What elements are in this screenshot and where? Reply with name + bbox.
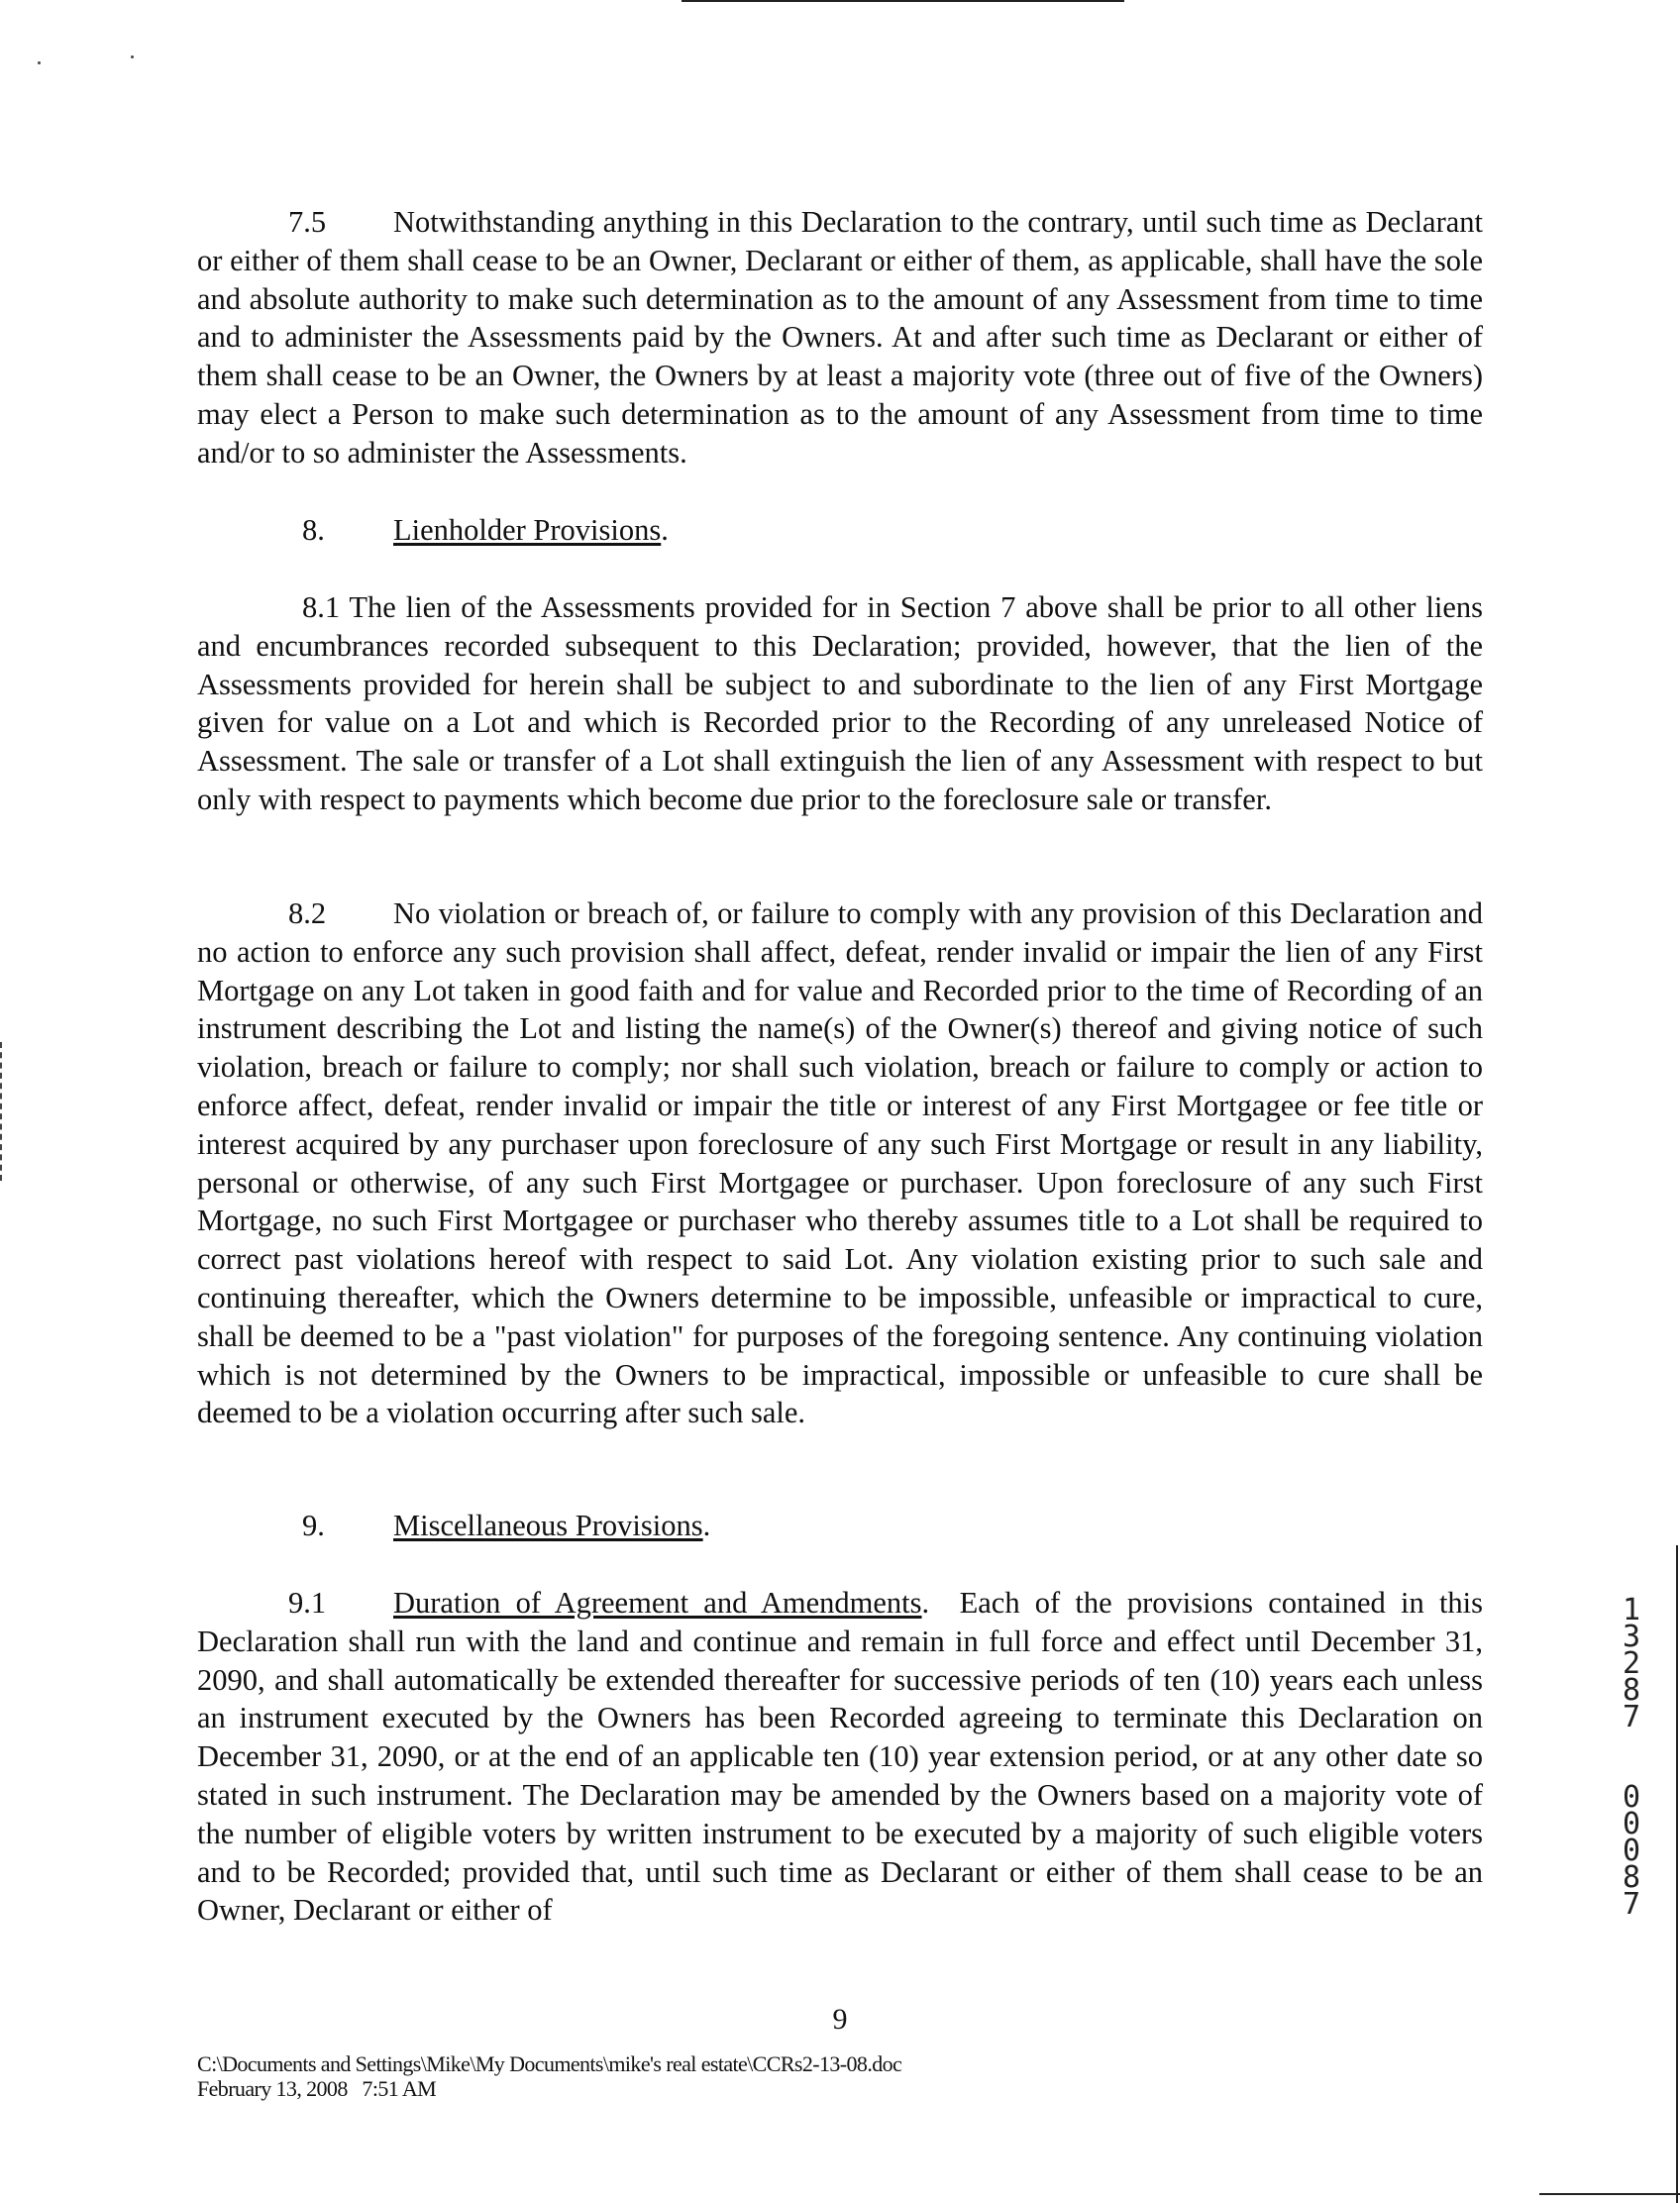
subsection-title: Duration of Agreement and Amendments [393, 1586, 922, 1620]
recording-stamp [1617, 1593, 1646, 1922]
top-rule [682, 0, 1124, 2]
paragraph-text: The lien of the Assessments provided for in Section 7 above shall be prior to all other liens and encumbrances recorded subsequent to this Declaration; provided, however, that the lien of the Assessments provided for herein shall be subject to and subordinate to the lien of any First Mortgage given for value on a Lot and which is Recorded prior to the Recording of any unreleased Notice of Assessment. The sale or transfer of a Lot shall extinguish the lien of any Assessment with respect to but only with respect to payments which become due prior to the foreclosure sale or transfer. [197, 590, 1483, 816]
section-number: 8.2 [288, 896, 327, 930]
heading-8 [302, 511, 669, 550]
paragraph-text: Notwithstanding anything in this Declaration to the contrary, until such time as Declarant or either of them shall cease to be an Owner, Declarant or either of them, as applicable, shall have the sole and absolute authority to make such determination as to the amount of any Assessment from time to time and to administer the Assessments paid by the Owners. At and after such time as Declarant or either of them shall cease to be an Owner, the Owners by at least a majority vote (three out of five of the Owners) may elect a Person to make such determination as to the amount of any Assessment from time to time and/or to so administer the Assessments. [197, 205, 1483, 470]
right-border [1676, 1545, 1678, 2203]
paragraph-9-1 [197, 1584, 1483, 1930]
heading-title: Miscellaneous Provisions [393, 1509, 703, 1542]
stamp-digit: 0 [1622, 1780, 1641, 1815]
section-number: 8.1 [302, 590, 341, 624]
paragraph-text: No violation or breach of, or failure to comply with any provision of this Declaration and no action to enforce any such provision shall affect, defeat, render invalid or impair the lien of any First Mortgage on any Lot taken in good faith and for value and Recorded prior to the time of Recording of an instrument describing the Lot and listing the name(s) of the Owner(s) thereof and giving notice of such violation, breach or failure to comply; nor shall such violation, breach or failure to comply or action to enforce affect, defeat, render invalid or impair the title or interest of any First Mortgagee or fee title or interest acquired by any purchaser upon foreclosure of any such First Mortgage or result in any liability, personal or otherwise, of any such First Mortgagee or purchaser. Upon foreclosure of any such First Mortgage, no such First Mortgagee or purchaser who thereby assumes title to a Lot shall be required to correct past violations hereof with respect to said Lot. Any violation existing prior to such sale and continuing thereafter, which the Owners determine to be impossible, unfeasible or impractical to cure, shall be deemed to be a "past violation" for purposes of the foregoing sentence. Any continuing violation which is not determined by the Owners to be impractical, impossible or unfeasible to cure shall be deemed to be a violation occurring after such sale. [197, 896, 1483, 1430]
footer-date: February 13, 2008 7:51 AM [197, 2076, 437, 2101]
stamp-digit: 7 [1622, 1700, 1641, 1734]
scan-speck [38, 61, 41, 64]
footer-file-path: C:\Documents and Settings\Mike\My Documents\mike's real estate\CCRs2-13-08.doc [197, 2051, 902, 2076]
scan-speck [131, 55, 134, 58]
page-number: 9 [832, 2003, 848, 2036]
heading-period: . [702, 1509, 711, 1542]
section-number: 7.5 [288, 205, 327, 239]
paragraph-8-1 [197, 588, 1483, 819]
paragraph-8-2 [197, 894, 1483, 1432]
stamp-gap [1617, 1731, 1646, 1784]
heading-title: Lienholder Provisions [393, 513, 662, 547]
heading-9 [302, 1507, 710, 1545]
heading-number: 8. [302, 513, 325, 547]
heading-period: . [661, 513, 669, 547]
heading-number: 9. [302, 1509, 325, 1542]
paragraph-7-5 [197, 203, 1483, 472]
section-number: 9.1 [288, 1586, 327, 1620]
stamp-digit: 1 [1622, 1593, 1641, 1627]
subsection-title-period: . [921, 1586, 930, 1620]
bottom-border [1539, 2193, 1680, 2195]
stamp-digit: 3 [1622, 1620, 1641, 1654]
scan-edge-marks [0, 1042, 4, 1181]
stamp-digit: 7 [1622, 1887, 1641, 1922]
stamp-digit: 0 [1622, 1807, 1641, 1841]
stamp-digit: 0 [1622, 1834, 1641, 1868]
paragraph-text: Each of the provisions contained in this Declaration shall run with the land and continue and remain in full force and effect until December 31, 2090, and shall automatically be extended thereafter for successive periods of ten (10) years each unless an instrument executed by the Owners has been Recorded agreeing to terminate this Declaration on December 31, 2090, or at the end of an applicable ten (10) year extension period, or at any other date so stated in such instrument. The Declaration may be amended by the Owners based on a majority vote of the number of eligible voters by written instrument to be executed by a majority of such eligible voters and to be Recorded; provided that, until such time as Declarant or either of them shall cease to be an Owner, Declarant or either of [197, 1586, 1484, 1928]
stamp-digit: 8 [1622, 1673, 1641, 1708]
stamp-digit: 8 [1622, 1860, 1641, 1895]
stamp-digit: 2 [1622, 1646, 1641, 1681]
